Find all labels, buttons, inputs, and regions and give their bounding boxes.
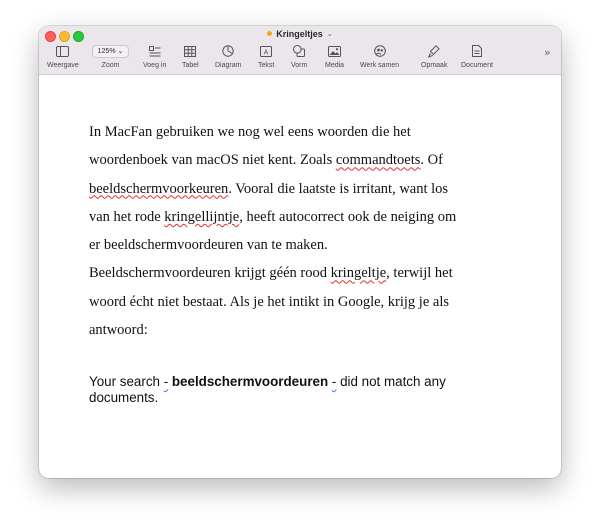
- toolbar-shape-button[interactable]: [291, 44, 307, 70]
- misspelled-word[interactable]: kringeltje: [330, 265, 387, 282]
- toolbar-label: Tabel: [182, 62, 199, 69]
- toolbar-table-button[interactable]: [182, 44, 199, 70]
- sidebar-view-icon: [56, 44, 69, 58]
- grammar-hint[interactable]: -: [331, 374, 337, 389]
- document-body[interactable]: [89, 118, 519, 344]
- table-icon: [184, 44, 196, 58]
- search-term: beeldschermvoordeuren: [168, 374, 332, 389]
- text-line: [89, 288, 519, 316]
- shape-icon: [293, 44, 305, 58]
- text-line: [89, 146, 519, 174]
- text-line: [89, 203, 519, 231]
- insert-icon: [149, 44, 161, 58]
- toolbar-label: Vorm: [291, 62, 308, 69]
- text-run: woord écht niet bestaat. Als je het intikt in Google, krijg je als: [89, 293, 450, 310]
- toolbar-collaborate-button[interactable]: [360, 44, 399, 70]
- chart-icon: [222, 44, 234, 58]
- toolbar-label: Weergave: [47, 62, 79, 69]
- misspelled-word[interactable]: commandtoets: [335, 152, 421, 169]
- toolbar-view-button[interactable]: [47, 44, 79, 70]
- text-run: documents.: [89, 390, 159, 405]
- collaborate-icon: [373, 44, 387, 58]
- toolbar-format-button[interactable]: [421, 44, 447, 70]
- toolbar-media-button[interactable]: [325, 44, 344, 70]
- textbox-icon: [260, 44, 272, 58]
- zoom-select[interactable]: 125% ⌄: [92, 45, 129, 58]
- toolbar-label: Opmaak: [421, 62, 448, 69]
- grammar-hint[interactable]: -: [163, 374, 169, 389]
- text-run: er beeldschermvoordeuren van te maken.: [89, 237, 328, 254]
- chevron-down-icon: ⌄: [326, 30, 333, 38]
- toolbar-label: Werk samen: [360, 62, 400, 69]
- media-icon: [328, 44, 341, 58]
- text-run: van het rode: [89, 208, 165, 225]
- text-run: , terwijl het: [386, 265, 453, 282]
- document-title-menu[interactable]: [267, 29, 332, 39]
- toolbar-document-button[interactable]: [461, 44, 493, 70]
- toolbar-text-button[interactable]: [258, 44, 274, 70]
- format-brush-icon: [428, 44, 440, 58]
- toolbar-label: Voeg in: [143, 62, 167, 69]
- toolbar-chart-button[interactable]: [215, 44, 241, 70]
- text-run: did not match any: [336, 374, 446, 389]
- misspelled-word[interactable]: beeldschermvoorkeuren: [89, 180, 229, 197]
- text-line: [89, 231, 519, 259]
- svg-text:A: A: [263, 48, 269, 56]
- document-icon: [472, 44, 482, 58]
- toolbar-label: Tekst: [258, 62, 275, 69]
- title-bar: [39, 26, 561, 75]
- text-run: In MacFan gebruiken we nog wel eens woorden die het: [89, 124, 411, 140]
- text-run: antwoord:: [89, 322, 148, 339]
- text-line: [89, 118, 519, 146]
- text-run: Beeldschermvoordeuren krijgt géén rood: [89, 265, 331, 282]
- window-title: Kringeltjes: [276, 28, 323, 39]
- text-line: [89, 259, 519, 287]
- text-line: [89, 175, 519, 203]
- text-run: . Vooral die laatste is irritant, want los: [228, 180, 449, 197]
- toolbar-label: Diagram: [215, 62, 242, 69]
- misspelled-word[interactable]: kringellijntje: [164, 208, 240, 225]
- text-run: , heeft autocorrect ook de neiging om: [239, 208, 457, 225]
- text-line: [89, 316, 519, 344]
- toolbar-overflow-icon[interactable]: »: [544, 46, 551, 59]
- text-run: Your search: [89, 374, 164, 389]
- unsaved-dot-icon: [267, 31, 272, 36]
- quoted-search-result[interactable]: [89, 374, 509, 406]
- pages-window: [39, 26, 561, 478]
- toolbar-label: Document: [461, 62, 493, 69]
- toolbar-label: Media: [325, 62, 345, 69]
- toolbar-zoom-control[interactable]: [92, 44, 129, 70]
- text-run: woordenboek van macOS niet kent. Zoals: [89, 152, 336, 169]
- toolbar-insert-button[interactable]: [143, 44, 166, 70]
- text-run: . Of: [420, 152, 443, 169]
- toolbar-label: Zoom: [101, 62, 120, 69]
